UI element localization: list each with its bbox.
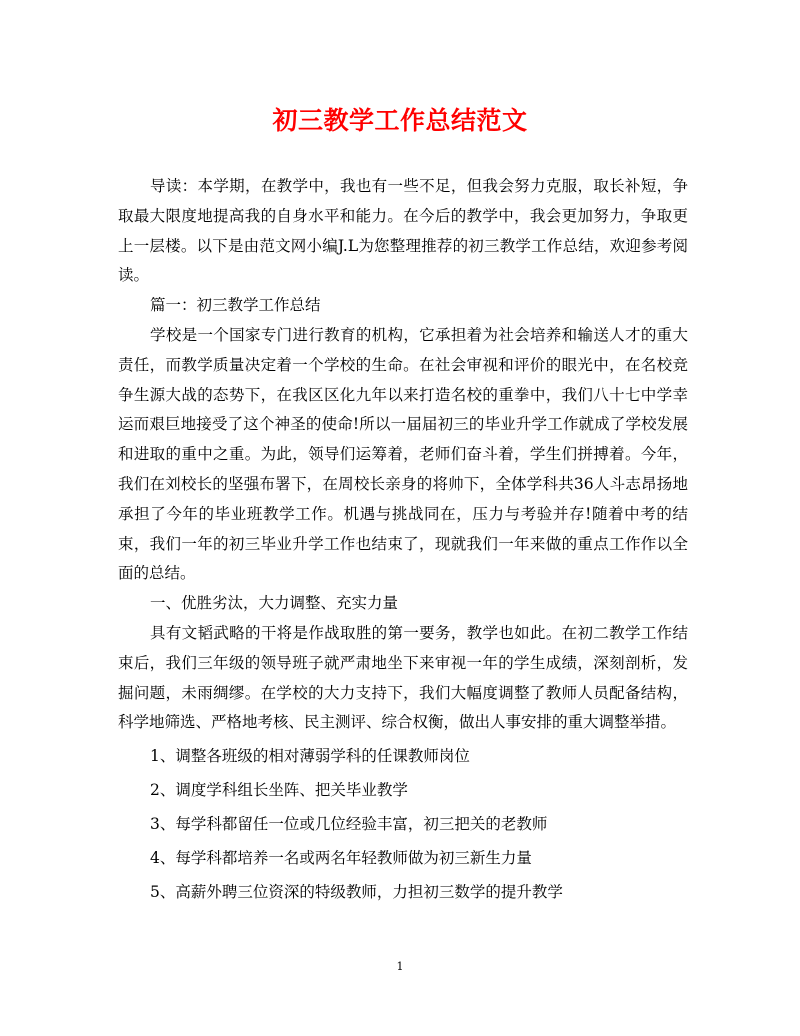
- intro-paragraph: 导读：本学期，在教学中，我也有一些不足，但我会努力克服，取长补短，争取最大限度地提高我的自身水平和能力。在今后的教学中，我会更加努力，争取更上一层楼。以下是由范文网小编J.L为您整理推荐的初三教学工作总结，欢迎参考阅读。: [118, 177, 688, 285]
- list-item: 5、高薪外聘三位资深的特级教师，力担初三数学的提升教学: [150, 883, 563, 902]
- list-item: 3、每学科都留任一位或几位经验丰富，初三把关的老教师: [150, 815, 548, 834]
- list-item: 1、调整各班级的相对薄弱学科的任课教师岗位: [150, 747, 470, 766]
- list-item: 2、调度学科组长坐阵、把关毕业教学: [150, 781, 408, 800]
- document-body: [118, 172, 688, 908]
- document-title: 初三教学工作总结范文: [272, 106, 528, 135]
- subsection-heading-1: 一、优胜劣汰，大力调整、充实力量: [150, 594, 399, 613]
- section-heading-1: 篇一：初三教学工作总结: [150, 296, 321, 315]
- list-item: 4、每学科都培养一名或两名年轻教师做为初三新生力量: [150, 849, 532, 868]
- body-paragraph-1: 学校是一个国家专门进行教育的机构，它承担着为社会培养和输送人才的重大责任，而教学质量决定着一个学校的生命。在社会审视和评价的眼光中，在名校竞争生源大战的态势下，在我区区化九年以来打造名校的重拳中，我们八十七中学幸运而艰巨地接受了这个神圣的使命!所以一届届初三的毕业升学工作就成了学校发展和进取的重中之重。为此，领导们运筹着，老师们奋斗着，学生们拼搏着。今年，我们在刘校长的坚强布署下，在周校长亲身的将帅下，全体学科共36人斗志昂扬地承担了今年的毕业班教学工作。机遇与挑战同在，压力与考验并存!随着中考的结束，我们一年的初三毕业升学工作也结束了，现就我们一年来做的重点工作作以全面的总结。: [118, 325, 688, 583]
- body-paragraph-2: 具有文韬武略的干将是作战取胜的第一要务，教学也如此。在初二教学工作结束后，我们三年级的领导班子就严肃地坐下来审视一年的学生成绩，深刻剖析，发掘问题，未雨绸缪。在学校的大力支持下，我们大幅度调整了教师人员配备结构，科学地筛选、严格地考核、民主测评、综合权衡，做出人事安排的重大调整举措。: [118, 623, 688, 732]
- page-number: 1: [396, 960, 404, 973]
